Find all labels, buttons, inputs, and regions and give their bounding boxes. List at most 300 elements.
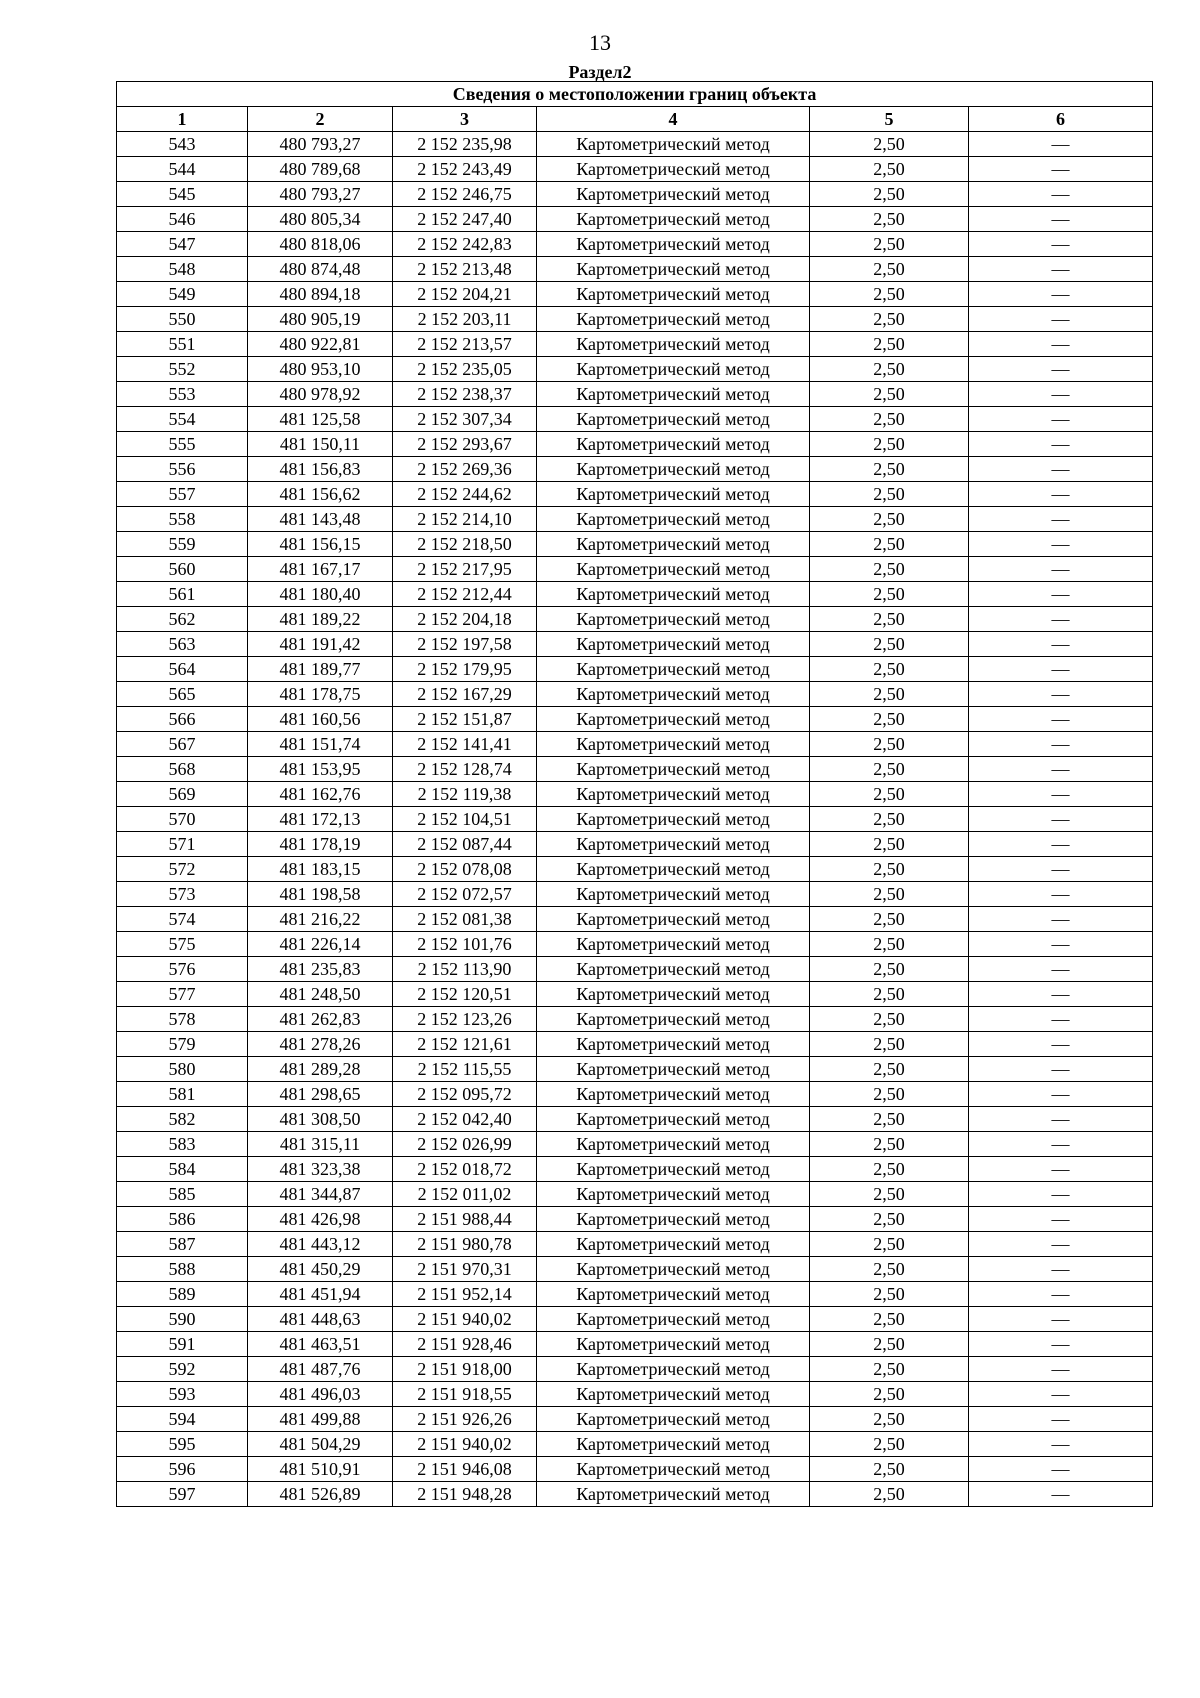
- description-cell: —: [969, 407, 1153, 432]
- description-cell: —: [969, 182, 1153, 207]
- x-coordinate-cell: 481 526,89: [248, 1482, 393, 1507]
- x-coordinate-cell: 481 426,98: [248, 1207, 393, 1232]
- point-number-cell: 590: [117, 1307, 248, 1332]
- method-cell: Картометрический метод: [537, 1032, 810, 1057]
- x-coordinate-cell: 481 463,51: [248, 1332, 393, 1357]
- table-row: [117, 707, 1153, 732]
- x-coordinate-cell: 480 953,10: [248, 357, 393, 382]
- accuracy-cell: 2,50: [810, 332, 969, 357]
- column-header: 4: [537, 107, 810, 132]
- point-number-cell: 546: [117, 207, 248, 232]
- x-coordinate-cell: 480 805,34: [248, 207, 393, 232]
- point-number-cell: 588: [117, 1257, 248, 1282]
- y-coordinate-cell: 2 152 151,87: [393, 707, 537, 732]
- y-coordinate-cell: 2 151 970,31: [393, 1257, 537, 1282]
- description-cell: —: [969, 307, 1153, 332]
- table-header-row: [117, 107, 1153, 132]
- point-number-cell: 574: [117, 907, 248, 932]
- method-cell: Картометрический метод: [537, 682, 810, 707]
- accuracy-cell: 2,50: [810, 1107, 969, 1132]
- x-coordinate-cell: 481 150,11: [248, 432, 393, 457]
- description-cell: —: [969, 157, 1153, 182]
- accuracy-cell: 2,50: [810, 1032, 969, 1057]
- y-coordinate-cell: 2 152 203,11: [393, 307, 537, 332]
- accuracy-cell: 2,50: [810, 232, 969, 257]
- point-number-cell: 556: [117, 457, 248, 482]
- table-row: [117, 607, 1153, 632]
- description-cell: —: [969, 1382, 1153, 1407]
- accuracy-cell: 2,50: [810, 932, 969, 957]
- y-coordinate-cell: 2 152 087,44: [393, 832, 537, 857]
- table-row: [117, 1057, 1153, 1082]
- point-number-cell: 570: [117, 807, 248, 832]
- y-coordinate-cell: 2 151 918,55: [393, 1382, 537, 1407]
- description-cell: —: [969, 757, 1153, 782]
- accuracy-cell: 2,50: [810, 657, 969, 682]
- method-cell: Картометрический метод: [537, 832, 810, 857]
- accuracy-cell: 2,50: [810, 207, 969, 232]
- y-coordinate-cell: 2 151 980,78: [393, 1232, 537, 1257]
- method-cell: Картометрический метод: [537, 1057, 810, 1082]
- y-coordinate-cell: 2 152 243,49: [393, 157, 537, 182]
- y-coordinate-cell: 2 152 235,98: [393, 132, 537, 157]
- x-coordinate-cell: 481 216,22: [248, 907, 393, 932]
- point-number-cell: 595: [117, 1432, 248, 1457]
- table-row: [117, 1182, 1153, 1207]
- accuracy-cell: 2,50: [810, 807, 969, 832]
- point-number-cell: 553: [117, 382, 248, 407]
- description-cell: —: [969, 507, 1153, 532]
- y-coordinate-cell: 2 152 101,76: [393, 932, 537, 957]
- table-row: [117, 1357, 1153, 1382]
- y-coordinate-cell: 2 151 940,02: [393, 1432, 537, 1457]
- x-coordinate-cell: 481 315,11: [248, 1132, 393, 1157]
- y-coordinate-cell: 2 152 042,40: [393, 1107, 537, 1132]
- table-row: [117, 307, 1153, 332]
- point-number-cell: 594: [117, 1407, 248, 1432]
- x-coordinate-cell: 481 151,74: [248, 732, 393, 757]
- accuracy-cell: 2,50: [810, 282, 969, 307]
- method-cell: Картометрический метод: [537, 882, 810, 907]
- table-row: [117, 557, 1153, 582]
- table-row: [117, 1207, 1153, 1232]
- accuracy-cell: 2,50: [810, 357, 969, 382]
- table-row: [117, 932, 1153, 957]
- method-cell: Картометрический метод: [537, 332, 810, 357]
- description-cell: —: [969, 1407, 1153, 1432]
- method-cell: Картометрический метод: [537, 182, 810, 207]
- method-cell: Картометрический метод: [537, 532, 810, 557]
- description-cell: —: [969, 607, 1153, 632]
- table-row: [117, 157, 1153, 182]
- table-row: [117, 832, 1153, 857]
- table-row: [117, 257, 1153, 282]
- table-row: [117, 657, 1153, 682]
- table-row: [117, 1257, 1153, 1282]
- accuracy-cell: 2,50: [810, 1232, 969, 1257]
- x-coordinate-cell: 481 172,13: [248, 807, 393, 832]
- table-row: [117, 132, 1153, 157]
- point-number-cell: 547: [117, 232, 248, 257]
- x-coordinate-cell: 481 191,42: [248, 632, 393, 657]
- y-coordinate-cell: 2 152 120,51: [393, 982, 537, 1007]
- table-row: [117, 1132, 1153, 1157]
- x-coordinate-cell: 480 793,27: [248, 132, 393, 157]
- table-row: [117, 1432, 1153, 1457]
- description-cell: —: [969, 532, 1153, 557]
- x-coordinate-cell: 481 344,87: [248, 1182, 393, 1207]
- y-coordinate-cell: 2 152 213,48: [393, 257, 537, 282]
- accuracy-cell: 2,50: [810, 532, 969, 557]
- table-row: [117, 782, 1153, 807]
- accuracy-cell: 2,50: [810, 732, 969, 757]
- x-coordinate-cell: 481 156,83: [248, 457, 393, 482]
- y-coordinate-cell: 2 151 952,14: [393, 1282, 537, 1307]
- point-number-cell: 568: [117, 757, 248, 782]
- method-cell: Картометрический метод: [537, 857, 810, 882]
- x-coordinate-cell: 481 143,48: [248, 507, 393, 532]
- y-coordinate-cell: 2 152 238,37: [393, 382, 537, 407]
- description-cell: —: [969, 932, 1153, 957]
- table-row: [117, 282, 1153, 307]
- description-cell: —: [969, 957, 1153, 982]
- x-coordinate-cell: 480 818,06: [248, 232, 393, 257]
- x-coordinate-cell: 481 499,88: [248, 1407, 393, 1432]
- x-coordinate-cell: 481 178,75: [248, 682, 393, 707]
- y-coordinate-cell: 2 152 104,51: [393, 807, 537, 832]
- column-header: 1: [117, 107, 248, 132]
- accuracy-cell: 2,50: [810, 407, 969, 432]
- method-cell: Картометрический метод: [537, 1357, 810, 1382]
- x-coordinate-cell: 481 450,29: [248, 1257, 393, 1282]
- y-coordinate-cell: 2 151 928,46: [393, 1332, 537, 1357]
- accuracy-cell: 2,50: [810, 132, 969, 157]
- point-number-cell: 561: [117, 582, 248, 607]
- table-row: [117, 1032, 1153, 1057]
- y-coordinate-cell: 2 152 026,99: [393, 1132, 537, 1157]
- method-cell: Картометрический метод: [537, 582, 810, 607]
- description-cell: —: [969, 982, 1153, 1007]
- point-number-cell: 555: [117, 432, 248, 457]
- x-coordinate-cell: 481 189,22: [248, 607, 393, 632]
- table-caption-row: [117, 82, 1153, 107]
- description-cell: —: [969, 1232, 1153, 1257]
- x-coordinate-cell: 480 922,81: [248, 332, 393, 357]
- y-coordinate-cell: 2 152 269,36: [393, 457, 537, 482]
- x-coordinate-cell: 481 235,83: [248, 957, 393, 982]
- description-cell: —: [969, 1132, 1153, 1157]
- method-cell: Картометрический метод: [537, 1407, 810, 1432]
- description-cell: —: [969, 332, 1153, 357]
- y-coordinate-cell: 2 151 940,02: [393, 1307, 537, 1332]
- method-cell: Картометрический метод: [537, 1332, 810, 1357]
- x-coordinate-cell: 481 323,38: [248, 1157, 393, 1182]
- table-row: [117, 432, 1153, 457]
- method-cell: Картометрический метод: [537, 1382, 810, 1407]
- table-row: [117, 1232, 1153, 1257]
- accuracy-cell: 2,50: [810, 1282, 969, 1307]
- x-coordinate-cell: 480 789,68: [248, 157, 393, 182]
- accuracy-cell: 2,50: [810, 432, 969, 457]
- y-coordinate-cell: 2 152 217,95: [393, 557, 537, 582]
- accuracy-cell: 2,50: [810, 957, 969, 982]
- description-cell: —: [969, 207, 1153, 232]
- point-number-cell: 573: [117, 882, 248, 907]
- accuracy-cell: 2,50: [810, 782, 969, 807]
- y-coordinate-cell: 2 152 179,95: [393, 657, 537, 682]
- description-cell: —: [969, 832, 1153, 857]
- table-row: [117, 632, 1153, 657]
- description-cell: —: [969, 1332, 1153, 1357]
- method-cell: Картометрический метод: [537, 932, 810, 957]
- description-cell: —: [969, 282, 1153, 307]
- method-cell: Картометрический метод: [537, 632, 810, 657]
- x-coordinate-cell: 481 156,15: [248, 532, 393, 557]
- point-number-cell: 597: [117, 1482, 248, 1507]
- point-number-cell: 552: [117, 357, 248, 382]
- x-coordinate-cell: 481 189,77: [248, 657, 393, 682]
- table-row: [117, 1382, 1153, 1407]
- point-number-cell: 579: [117, 1032, 248, 1057]
- method-cell: Картометрический метод: [537, 1207, 810, 1232]
- point-number-cell: 578: [117, 1007, 248, 1032]
- y-coordinate-cell: 2 151 988,44: [393, 1207, 537, 1232]
- table-row: [117, 1107, 1153, 1132]
- x-coordinate-cell: 481 183,15: [248, 857, 393, 882]
- accuracy-cell: 2,50: [810, 1207, 969, 1232]
- description-cell: —: [969, 1182, 1153, 1207]
- x-coordinate-cell: 481 496,03: [248, 1382, 393, 1407]
- column-header: 6: [969, 107, 1153, 132]
- point-number-cell: 576: [117, 957, 248, 982]
- y-coordinate-cell: 2 152 113,90: [393, 957, 537, 982]
- accuracy-cell: 2,50: [810, 1307, 969, 1332]
- description-cell: —: [969, 882, 1153, 907]
- description-cell: —: [969, 1107, 1153, 1132]
- x-coordinate-cell: 480 894,18: [248, 282, 393, 307]
- accuracy-cell: 2,50: [810, 157, 969, 182]
- x-coordinate-cell: 481 451,94: [248, 1282, 393, 1307]
- y-coordinate-cell: 2 152 078,08: [393, 857, 537, 882]
- accuracy-cell: 2,50: [810, 1157, 969, 1182]
- description-cell: —: [969, 1357, 1153, 1382]
- description-cell: —: [969, 807, 1153, 832]
- table-row: [117, 382, 1153, 407]
- description-cell: —: [969, 1282, 1153, 1307]
- point-number-cell: 581: [117, 1082, 248, 1107]
- accuracy-cell: 2,50: [810, 1257, 969, 1282]
- point-number-cell: 550: [117, 307, 248, 332]
- accuracy-cell: 2,50: [810, 557, 969, 582]
- description-cell: —: [969, 1082, 1153, 1107]
- method-cell: Картометрический метод: [537, 432, 810, 457]
- table-row: [117, 982, 1153, 1007]
- description-cell: —: [969, 232, 1153, 257]
- table-row: [117, 882, 1153, 907]
- method-cell: Картометрический метод: [537, 1307, 810, 1332]
- method-cell: Картометрический метод: [537, 1432, 810, 1457]
- table-row: [117, 957, 1153, 982]
- accuracy-cell: 2,50: [810, 257, 969, 282]
- accuracy-cell: 2,50: [810, 507, 969, 532]
- x-coordinate-cell: 481 448,63: [248, 1307, 393, 1332]
- point-number-cell: 593: [117, 1382, 248, 1407]
- x-coordinate-cell: 481 262,83: [248, 1007, 393, 1032]
- description-cell: —: [969, 1457, 1153, 1482]
- table-row: [117, 757, 1153, 782]
- description-cell: —: [969, 1057, 1153, 1082]
- table-row: [117, 1407, 1153, 1432]
- x-coordinate-cell: 481 226,14: [248, 932, 393, 957]
- y-coordinate-cell: 2 152 212,44: [393, 582, 537, 607]
- accuracy-cell: 2,50: [810, 707, 969, 732]
- accuracy-cell: 2,50: [810, 882, 969, 907]
- boundary-coordinates-table: [116, 81, 1153, 1507]
- point-number-cell: 560: [117, 557, 248, 582]
- point-number-cell: 543: [117, 132, 248, 157]
- x-coordinate-cell: 481 289,28: [248, 1057, 393, 1082]
- table-row: [117, 1332, 1153, 1357]
- table-row: [117, 1082, 1153, 1107]
- method-cell: Картометрический метод: [537, 457, 810, 482]
- table-row: [117, 582, 1153, 607]
- point-number-cell: 584: [117, 1157, 248, 1182]
- accuracy-cell: 2,50: [810, 607, 969, 632]
- point-number-cell: 554: [117, 407, 248, 432]
- y-coordinate-cell: 2 152 119,38: [393, 782, 537, 807]
- method-cell: Картометрический метод: [537, 1282, 810, 1307]
- table-row: [117, 1157, 1153, 1182]
- accuracy-cell: 2,50: [810, 1382, 969, 1407]
- x-coordinate-cell: 481 160,56: [248, 707, 393, 732]
- description-cell: —: [969, 257, 1153, 282]
- table-row: [117, 357, 1153, 382]
- accuracy-cell: 2,50: [810, 1332, 969, 1357]
- method-cell: Картометрический метод: [537, 482, 810, 507]
- x-coordinate-cell: 480 905,19: [248, 307, 393, 332]
- x-coordinate-cell: 480 978,92: [248, 382, 393, 407]
- point-number-cell: 562: [117, 607, 248, 632]
- accuracy-cell: 2,50: [810, 1057, 969, 1082]
- accuracy-cell: 2,50: [810, 1357, 969, 1382]
- point-number-cell: 563: [117, 632, 248, 657]
- x-coordinate-cell: 481 178,19: [248, 832, 393, 857]
- x-coordinate-cell: 481 198,58: [248, 882, 393, 907]
- table-row: [117, 532, 1153, 557]
- x-coordinate-cell: 481 298,65: [248, 1082, 393, 1107]
- point-number-cell: 587: [117, 1232, 248, 1257]
- description-cell: —: [969, 1007, 1153, 1032]
- method-cell: Картометрический метод: [537, 1107, 810, 1132]
- point-number-cell: 589: [117, 1282, 248, 1307]
- x-coordinate-cell: 481 504,29: [248, 1432, 393, 1457]
- description-cell: —: [969, 1157, 1153, 1182]
- column-header: 3: [393, 107, 537, 132]
- y-coordinate-cell: 2 152 293,67: [393, 432, 537, 457]
- x-coordinate-cell: 481 180,40: [248, 582, 393, 607]
- point-number-cell: 548: [117, 257, 248, 282]
- method-cell: Картометрический метод: [537, 707, 810, 732]
- x-coordinate-cell: 481 162,76: [248, 782, 393, 807]
- accuracy-cell: 2,50: [810, 682, 969, 707]
- y-coordinate-cell: 2 152 011,02: [393, 1182, 537, 1207]
- method-cell: Картометрический метод: [537, 232, 810, 257]
- description-cell: —: [969, 357, 1153, 382]
- y-coordinate-cell: 2 152 128,74: [393, 757, 537, 782]
- description-cell: —: [969, 857, 1153, 882]
- method-cell: Картометрический метод: [537, 257, 810, 282]
- method-cell: Картометрический метод: [537, 1482, 810, 1507]
- y-coordinate-cell: 2 151 946,08: [393, 1457, 537, 1482]
- y-coordinate-cell: 2 152 141,41: [393, 732, 537, 757]
- accuracy-cell: 2,50: [810, 1482, 969, 1507]
- method-cell: Картометрический метод: [537, 782, 810, 807]
- table-row: [117, 482, 1153, 507]
- accuracy-cell: 2,50: [810, 1182, 969, 1207]
- method-cell: Картометрический метод: [537, 382, 810, 407]
- table-row: [117, 507, 1153, 532]
- x-coordinate-cell: 481 443,12: [248, 1232, 393, 1257]
- y-coordinate-cell: 2 152 218,50: [393, 532, 537, 557]
- column-header: 5: [810, 107, 969, 132]
- point-number-cell: 583: [117, 1132, 248, 1157]
- x-coordinate-cell: 480 874,48: [248, 257, 393, 282]
- method-cell: Картометрический метод: [537, 557, 810, 582]
- description-cell: —: [969, 1432, 1153, 1457]
- y-coordinate-cell: 2 152 244,62: [393, 482, 537, 507]
- y-coordinate-cell: 2 152 018,72: [393, 1157, 537, 1182]
- y-coordinate-cell: 2 152 246,75: [393, 182, 537, 207]
- table-row: [117, 182, 1153, 207]
- accuracy-cell: 2,50: [810, 482, 969, 507]
- y-coordinate-cell: 2 152 307,34: [393, 407, 537, 432]
- y-coordinate-cell: 2 152 095,72: [393, 1082, 537, 1107]
- description-cell: —: [969, 682, 1153, 707]
- x-coordinate-cell: 480 793,27: [248, 182, 393, 207]
- x-coordinate-cell: 481 278,26: [248, 1032, 393, 1057]
- y-coordinate-cell: 2 152 242,83: [393, 232, 537, 257]
- accuracy-cell: 2,50: [810, 1082, 969, 1107]
- point-number-cell: 551: [117, 332, 248, 357]
- description-cell: —: [969, 657, 1153, 682]
- accuracy-cell: 2,50: [810, 1432, 969, 1457]
- method-cell: Картометрический метод: [537, 1132, 810, 1157]
- table-row: [117, 232, 1153, 257]
- method-cell: Картометрический метод: [537, 732, 810, 757]
- point-number-cell: 544: [117, 157, 248, 182]
- y-coordinate-cell: 2 152 204,21: [393, 282, 537, 307]
- description-cell: —: [969, 382, 1153, 407]
- y-coordinate-cell: 2 152 121,61: [393, 1032, 537, 1057]
- accuracy-cell: 2,50: [810, 857, 969, 882]
- method-cell: Картометрический метод: [537, 607, 810, 632]
- x-coordinate-cell: 481 156,62: [248, 482, 393, 507]
- y-coordinate-cell: 2 151 948,28: [393, 1482, 537, 1507]
- y-coordinate-cell: 2 152 247,40: [393, 207, 537, 232]
- x-coordinate-cell: 481 153,95: [248, 757, 393, 782]
- table-row: [117, 207, 1153, 232]
- description-cell: —: [969, 1307, 1153, 1332]
- method-cell: Картометрический метод: [537, 307, 810, 332]
- accuracy-cell: 2,50: [810, 907, 969, 932]
- point-number-cell: 549: [117, 282, 248, 307]
- method-cell: Картометрический метод: [537, 357, 810, 382]
- method-cell: Картометрический метод: [537, 982, 810, 1007]
- accuracy-cell: 2,50: [810, 1407, 969, 1432]
- method-cell: Картометрический метод: [537, 807, 810, 832]
- description-cell: —: [969, 482, 1153, 507]
- y-coordinate-cell: 2 152 214,10: [393, 507, 537, 532]
